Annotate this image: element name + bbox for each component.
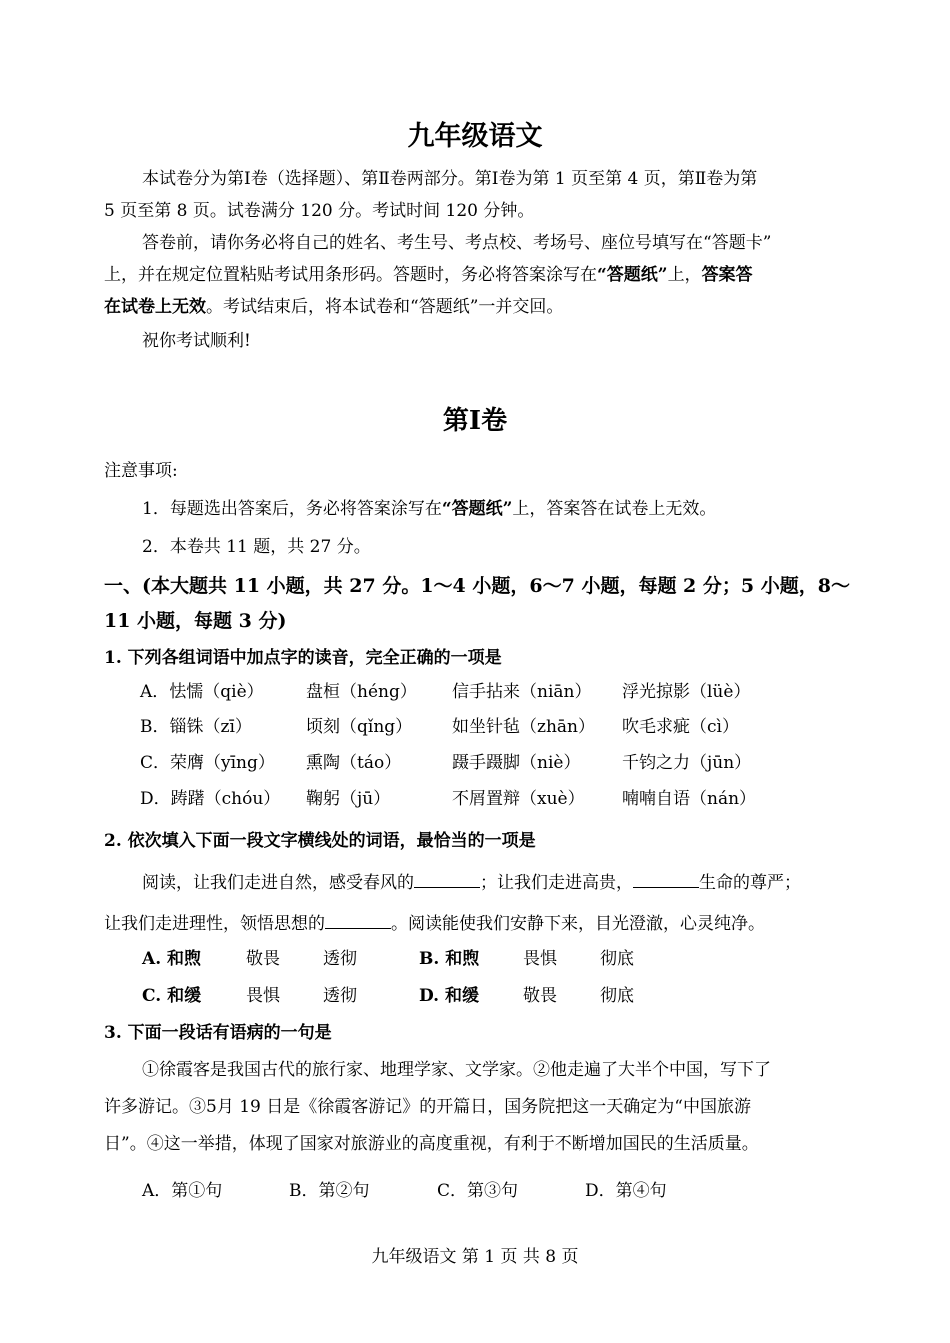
q1-option-d3: 不屑置辩（xuè） (452, 789, 585, 809)
note-1: 1．每题选出答案后，务必将答案涂写在“答题纸”上，答案答在试卷上无效。 (142, 499, 717, 519)
q2-option-c-2: 畏惧 (246, 986, 280, 1006)
q2-option-a-1: A. 和煦 (142, 949, 202, 969)
q3-option-b: B．第②句 (289, 1181, 370, 1201)
q1-option-a1: A．怯懦（qiè） (140, 682, 264, 702)
q2-option-d-3: 彻底 (600, 986, 634, 1006)
question-3-stem: 3. 下面一段话有语病的一句是 (104, 1023, 332, 1043)
notes-heading: 注意事项: (104, 461, 178, 481)
blank-1 (414, 870, 480, 888)
q3-passage-line-3: 日”。④这一举措，体现了国家对旅游业的高度重视，有利于不断增加国民的生活质量。 (104, 1134, 759, 1154)
q2-option-a-3: 透彻 (323, 949, 357, 969)
q3-passage-line-1: ①徐霞客是我国古代的旅行家、地理学家、文学家。②他走遍了大半个中国，写下了 (142, 1060, 771, 1080)
q1-option-c4: 千钧之力（jūn） (622, 753, 752, 773)
q2-option-a-2: 敬畏 (246, 949, 280, 969)
exam-title: 九年级语文 (407, 121, 543, 152)
q1-option-c3: 蹑手蹑脚（niè） (452, 753, 581, 773)
volume-title: 第Ⅰ卷 (442, 406, 508, 436)
note-2: 2．本卷共 11 题，共 27 分。 (142, 537, 371, 557)
q3-option-a: A．第①句 (142, 1181, 223, 1201)
section-heading-line-2: 11 小题，每题 3 分) (104, 610, 287, 632)
section-heading-line-1: 一、(本大题共 11 小题，共 27 分。1～4 小题，6～7 小题，每题 2 分；5 小题，8～ (104, 575, 850, 597)
q1-option-d1: D．踌躇（chóu） (140, 789, 281, 809)
q1-option-b2: 顷刻（qǐng） (306, 717, 413, 737)
q1-option-b3: 如坐针毡（zhān） (452, 717, 595, 737)
question-2-stem: 2. 依次填入下面一段文字横线处的词语，最恰当的一项是 (104, 831, 536, 851)
blank-2 (633, 870, 699, 888)
intro-wish: 祝你考试顺利! (142, 331, 251, 351)
q1-option-b1: B．锱铢（zī） (140, 717, 252, 737)
q2-passage-line-2: 让我们走进理性，领悟思想的 。阅读能使我们安静下来，目光澄澈，心灵纯净。 (104, 909, 765, 934)
q1-option-c2: 熏陶（táo） (306, 753, 402, 773)
q1-option-d4: 喃喃自语（nán） (622, 789, 757, 809)
intro-line-1: 本试卷分为第Ⅰ卷（选择题）、第Ⅱ卷两部分。第Ⅰ卷为第 1 页至第 4 页，第Ⅱ卷为第 (142, 169, 758, 189)
intro-line-2: 5 页至第 8 页。试卷满分 120 分。考试时间 120 分钟。 (104, 201, 535, 221)
q1-option-a2: 盘桓（héng） (306, 682, 417, 702)
q2-option-b-1: B. 和煦 (419, 949, 480, 969)
q1-option-c1: C．荣膺（yīng） (140, 753, 275, 773)
intro-line-3: 答卷前，请你务必将自己的姓名、考生号、考点校、考场号、座位号填写在“答题卡” (142, 233, 772, 253)
question-1-stem: 1. 下列各组词语中加点字的读音，完全正确的一项是 (104, 648, 502, 668)
q3-passage-line-2: 许多游记。③5月 19 日是《徐霞客游记》的开篇日，国务院把这一天确定为“中国旅游 (104, 1097, 751, 1117)
blank-3 (325, 911, 391, 929)
q2-option-d-2: 敬畏 (523, 986, 557, 1006)
q1-option-a4: 浮光掠影（lüè） (622, 682, 751, 702)
q2-option-b-3: 彻底 (600, 949, 634, 969)
q2-option-c-1: C. 和缓 (142, 986, 202, 1006)
q2-option-c-3: 透彻 (323, 986, 357, 1006)
intro-line-4: 上，并在规定位置粘贴考试用条形码。答题时，务必将答案涂写在“答题纸”上，答案答 (104, 265, 753, 285)
q1-option-a3: 信手拈来（niān） (452, 682, 592, 702)
page-footer: 九年级语文 第 1 页 共 8 页 (371, 1247, 579, 1267)
intro-line-5: 在试卷上无效。考试结束后，将本试卷和“答题纸”一并交回。 (104, 297, 564, 317)
q2-option-d-1: D. 和缓 (419, 986, 479, 1006)
q2-option-b-2: 畏惧 (523, 949, 557, 969)
q1-option-b4: 吹毛求疵（cì） (622, 717, 739, 737)
q2-passage-line-1: 阅读，让我们走进自然，感受春风的 ；让我们走进高贵， 生命的尊严； (142, 868, 801, 893)
q3-option-d: D．第④句 (585, 1181, 667, 1201)
q3-option-c: C．第③句 (437, 1181, 519, 1201)
q1-option-d2: 鞠躬（jū） (306, 789, 391, 809)
